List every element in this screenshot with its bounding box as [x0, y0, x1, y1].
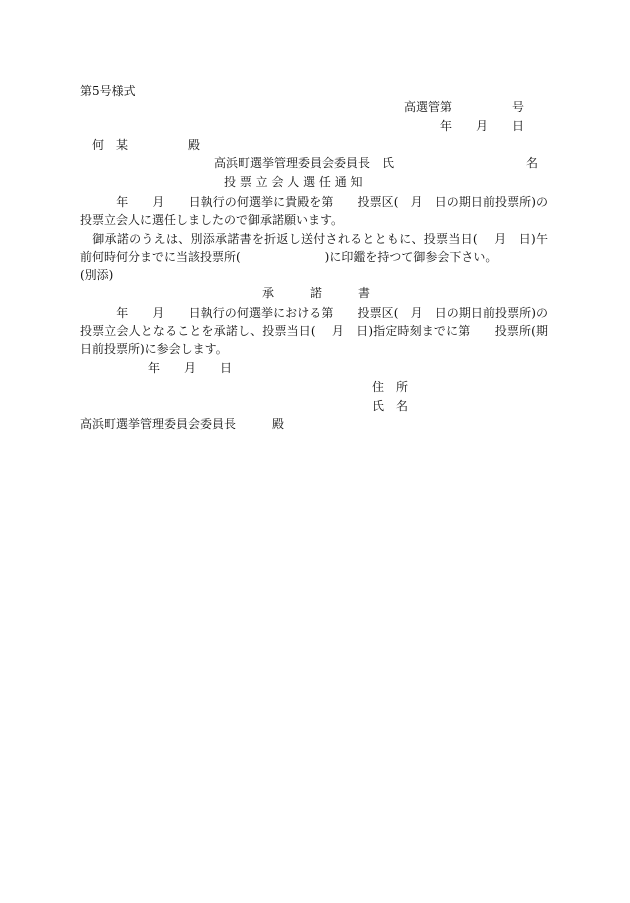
- attachment-label: (別添): [80, 268, 114, 282]
- document-title: 投 票 立 会 人 選 任 通 知: [224, 175, 363, 189]
- addressee: 何 某 殿: [92, 138, 201, 152]
- document-number: 高選管第 号: [404, 100, 525, 114]
- name-label: 氏 名: [372, 399, 409, 413]
- issue-date: 年 月 日: [440, 119, 525, 133]
- notice-body-1: 年 月 日執行の何選挙に貴殿を第 投票区( 月 日の期日前投票所)の投票立会人に選任しましたので御承諾願います。: [80, 195, 548, 227]
- consent-body: 年 月 日執行の何選挙における第 投票区( 月 日の期日前投票所)の投票立会人となることを承諾し、投票当日( 月 日)指定時刻までに第 投票所(期日前投票所)に参会します。: [80, 306, 548, 356]
- consent-title: 承 諾 書: [262, 286, 371, 300]
- notice-body-2: 御承諾のうえは、別添承諾書を折返し送付されるとともに、投票当日( 月 日)午前何時何分までに当該投票所( )に印鑑を持つて御参会下さい。: [80, 232, 548, 264]
- consent-recipient: 高浜町選挙管理委員会委員長 殿: [80, 417, 285, 431]
- consent-date: 年 月 日: [148, 361, 233, 375]
- form-number: 第5号様式: [80, 84, 136, 98]
- address-label: 住 所: [372, 380, 409, 394]
- sender-line: 高浜町選挙管理委員会委員長 氏 名: [214, 156, 539, 170]
